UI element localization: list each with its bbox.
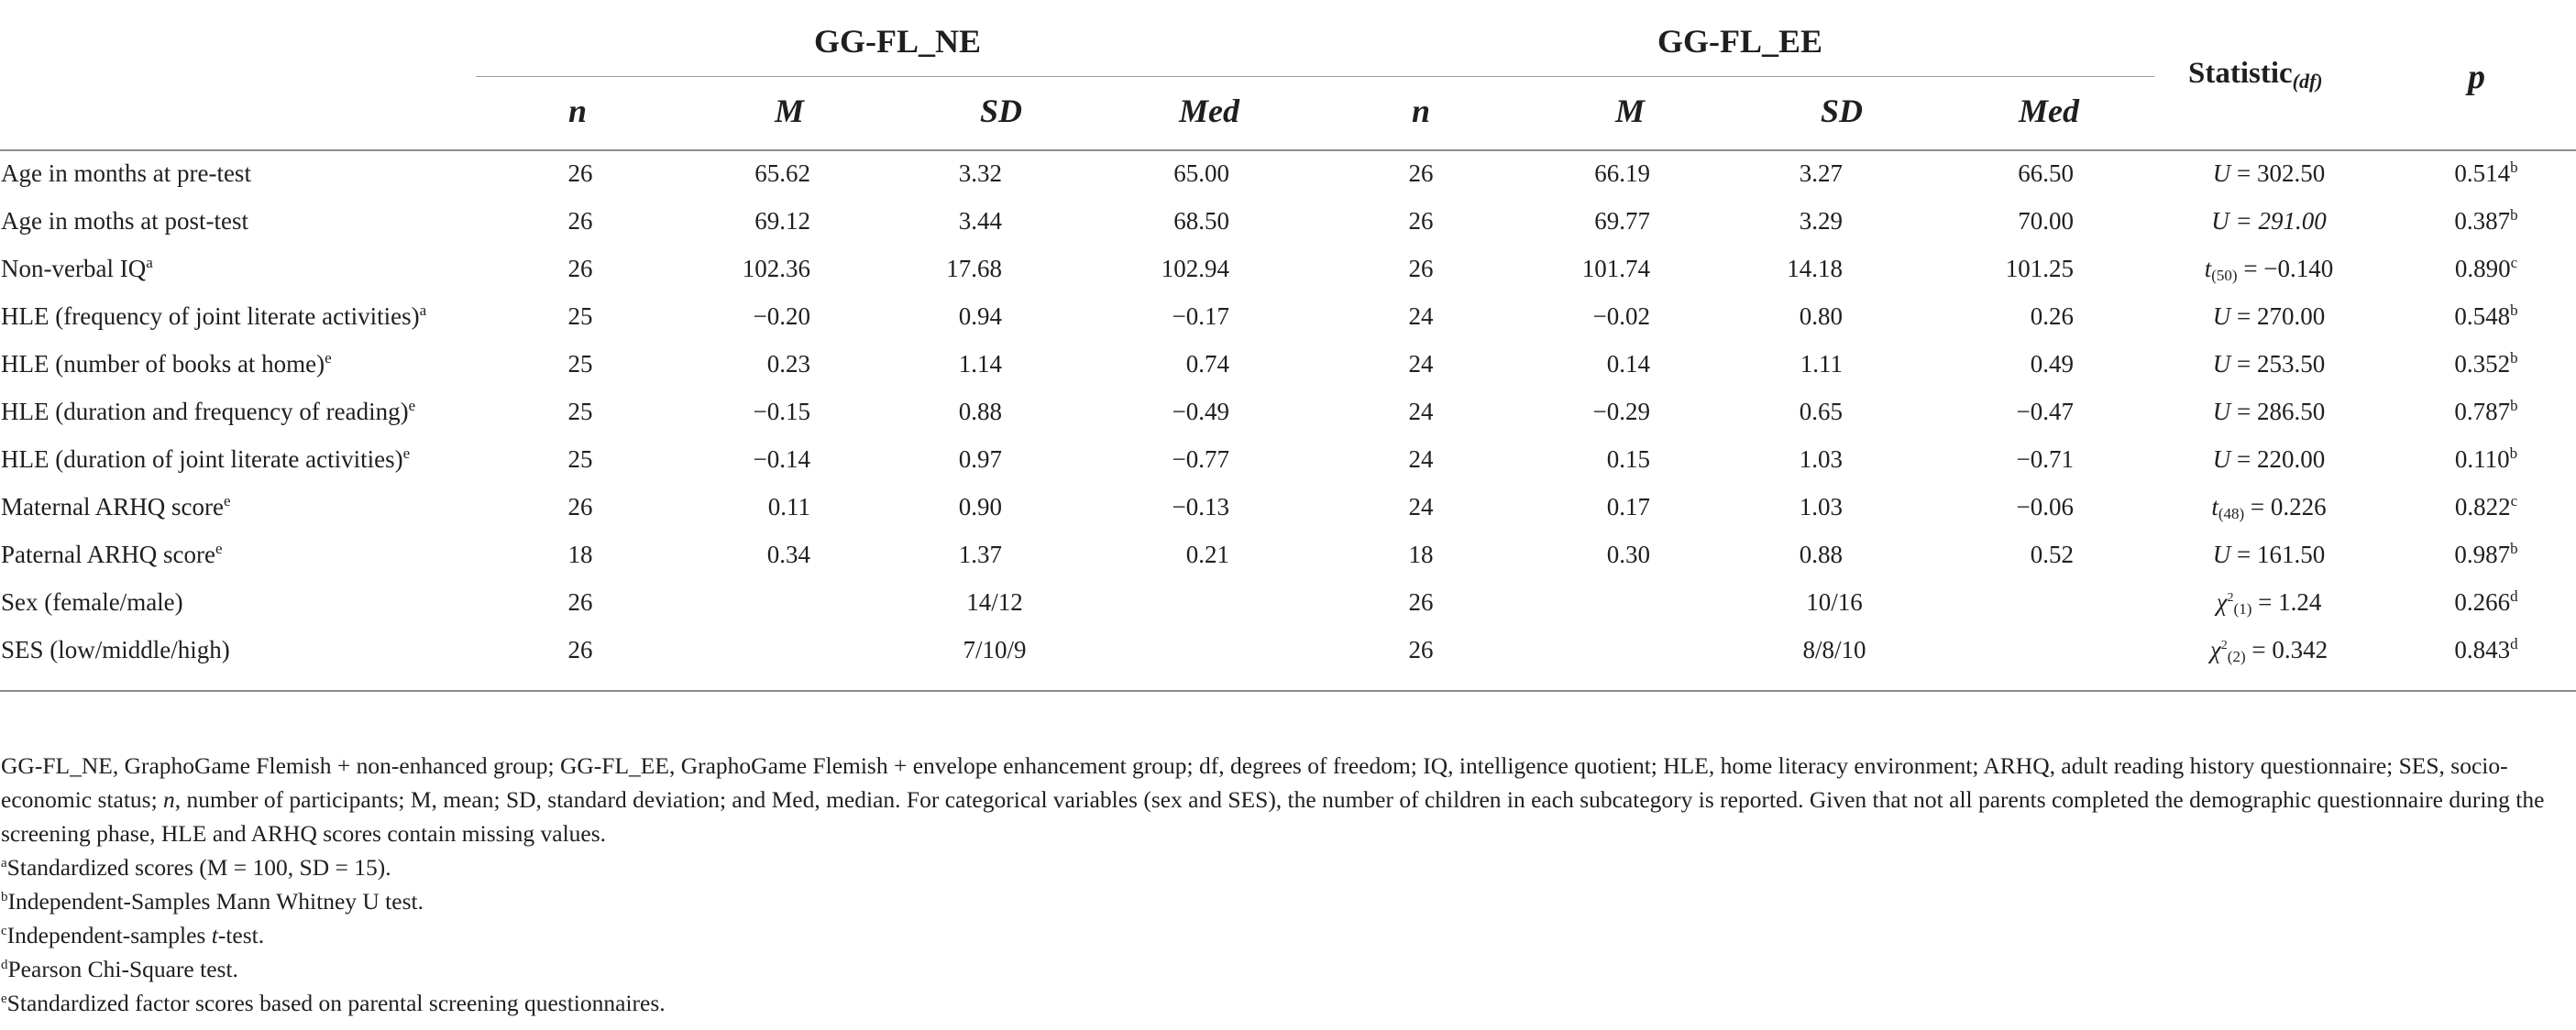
cell-g1-m: −0.15 xyxy=(753,398,810,425)
cell-g1-sd: 1.14 xyxy=(958,350,1002,378)
cell-p-value: 0.890$^c$ xyxy=(2454,254,2518,282)
cell-p-value: 0.514$^b$ xyxy=(2454,159,2518,187)
cell-g2-sd: 3.27 xyxy=(1799,159,1843,187)
cell-g2-m: 0.17 xyxy=(1606,493,1650,520)
cell-g2-n: 26 xyxy=(1408,636,1434,663)
cell-statistic: $t_{(48)} = 0.226$ xyxy=(2211,493,2327,522)
cell-g2-n: 26 xyxy=(1408,588,1434,616)
row-label: HLE (duration and frequency of reading)$^e$ xyxy=(1,397,416,425)
cell-statistic: U = 161.50 xyxy=(2212,541,2326,568)
cell-g1-m: 65.62 xyxy=(754,159,810,187)
cell-g2-med: 0.26 xyxy=(2030,302,2074,330)
footnote-d: $^d$Pearson Chi-Square test. xyxy=(1,956,238,982)
row-label: SES (low/middle/high) xyxy=(1,636,230,663)
cell-g2-n: 24 xyxy=(1408,350,1434,378)
cell-g1-sd: 3.44 xyxy=(958,207,1002,235)
cell-g1-med: 0.74 xyxy=(1185,350,1229,378)
cell-g1-m: 0.34 xyxy=(766,541,810,568)
cell-g1-med: −0.49 xyxy=(1172,398,1229,425)
col-header-g2-med: Med xyxy=(2019,93,2079,129)
cell-g1-n: 26 xyxy=(567,588,593,616)
table-row xyxy=(0,152,2576,200)
cell-statistic: U = 270.00 xyxy=(2212,302,2326,330)
cell-g1-sd: 7/10/9 xyxy=(963,636,1027,663)
cell-p-value: 0.352$^b$ xyxy=(2454,349,2518,378)
cell-g1-m: 0.11 xyxy=(767,493,810,520)
group-title-gg-fl-ee: GG-FL_EE xyxy=(1657,23,1823,60)
table-notes xyxy=(1,749,2572,1020)
col-header-g2-n: n xyxy=(1412,93,1431,129)
table-row xyxy=(0,343,2576,390)
row-label: Age in months at pre-test xyxy=(1,159,251,187)
cell-statistic: U = 302.50 xyxy=(2212,159,2326,187)
cell-g2-sd: 8/8/10 xyxy=(1802,636,1866,663)
cell-g2-med: −0.47 xyxy=(2016,398,2074,425)
cell-g2-m: 0.30 xyxy=(1606,541,1650,568)
table-row xyxy=(0,295,2576,343)
col-header-p: p xyxy=(2468,58,2485,96)
cell-g2-n: 26 xyxy=(1408,159,1434,187)
footnote-b: $^b$Independent-Samples Mann Whitney U test. xyxy=(1,888,424,915)
header-bottom-rule xyxy=(0,149,2576,151)
cell-g1-med: 68.50 xyxy=(1173,207,1229,235)
cell-g1-sd: 17.68 xyxy=(946,255,1002,282)
row-label: HLE (frequency of joint literate activities)$^a$ xyxy=(1,301,427,330)
cell-p-value: 0.822$^c$ xyxy=(2454,492,2518,520)
col-header-g2-m: M xyxy=(1615,93,1646,129)
row-label: Non-verbal $IQ^a$ xyxy=(1,254,153,282)
footnote-e: $^e$Standardized factor scores based on parental screening questionnaires. xyxy=(1,990,666,1016)
row-label: HLE (number of books at home)$^e$ xyxy=(1,349,332,378)
cell-g1-n: 26 xyxy=(567,159,593,187)
cell-g2-med: 0.49 xyxy=(2030,350,2074,378)
cell-p-value: 0.987$^b$ xyxy=(2454,540,2518,568)
cell-g2-med: 66.50 xyxy=(2018,159,2074,187)
cell-g2-med: −0.71 xyxy=(2016,445,2074,473)
cell-statistic: $\chi^2_{(1)} = 1.24$ xyxy=(2216,588,2322,618)
col-header-g1-n: n xyxy=(568,93,588,129)
cell-g1-med: −0.13 xyxy=(1172,493,1229,520)
cell-p-value: 0.387$^b$ xyxy=(2454,206,2518,235)
cell-g1-med: −0.77 xyxy=(1172,445,1229,473)
row-label: Sex (female/male) xyxy=(1,588,183,616)
group-title-gg-fl-ne: GG-FL_NE xyxy=(814,23,982,60)
footnote-a: $^a$Standardized scores (M = 100, SD = 15). xyxy=(1,854,391,881)
cell-g1-m: −0.14 xyxy=(753,445,810,473)
cell-g1-m: 102.36 xyxy=(742,255,810,282)
cell-g2-med: 0.52 xyxy=(2030,541,2074,568)
cell-g2-med: −0.06 xyxy=(2016,493,2074,520)
cell-g1-sd: 14/12 xyxy=(966,588,1023,616)
cell-g1-med: 65.00 xyxy=(1173,159,1229,187)
cell-p-value: 0.266$^d$ xyxy=(2454,587,2518,616)
cell-g1-m: 0.23 xyxy=(766,350,810,378)
cell-p-value: 0.787$^b$ xyxy=(2454,397,2518,425)
cell-g2-n: 24 xyxy=(1408,493,1434,520)
table-row xyxy=(0,390,2576,438)
cell-g1-n: 25 xyxy=(567,445,593,473)
cell-g2-sd: 1.11 xyxy=(1800,350,1843,378)
col-header-g1-m: M xyxy=(775,93,805,129)
cell-g1-med: 102.94 xyxy=(1161,255,1229,282)
notes-abbreviations: GG-FL_NE, GraphoGame Flemish + non-enhanced group; GG-FL_EE, GraphoGame Flemish + envelope enhancement group; df, degrees of freedom; IQ, intelligence quotient; HLE, home literacy environment; ARHQ, adult reading history questionnaire; SES, socio-economic status; n, number of participants; M, mean; SD, standard deviation; and Med, median. For categorical variables (sex and SES), the number of children in each subcategory is reported. Given that not all parents completed the demographic questionnaire during the screening phase, HLE and ARHQ scores contain missing values. xyxy=(1,752,2545,847)
cell-g2-m: 0.14 xyxy=(1606,350,1650,378)
table-row xyxy=(0,533,2576,581)
cell-g2-sd: 0.80 xyxy=(1799,302,1843,330)
cell-g2-m: −0.29 xyxy=(1592,398,1650,425)
cell-g2-m: 66.19 xyxy=(1594,159,1650,187)
cell-g2-med: 70.00 xyxy=(2018,207,2074,235)
cell-g1-med: 0.21 xyxy=(1185,541,1229,568)
table-row xyxy=(0,486,2576,533)
footnote-c: $^c$Independent-samples t-test. xyxy=(1,922,265,948)
cell-g1-n: 25 xyxy=(567,350,593,378)
cell-statistic: $t_{(50)} = -0.140$ xyxy=(2204,255,2334,284)
cell-g1-n: 26 xyxy=(567,493,593,520)
cell-g2-sd: 0.88 xyxy=(1799,541,1843,568)
cell-g1-n: 26 xyxy=(567,636,593,663)
cell-g1-sd: 0.90 xyxy=(958,493,1002,520)
cell-g2-m: 69.77 xyxy=(1594,207,1650,235)
cell-g2-sd: 3.29 xyxy=(1799,207,1843,235)
cell-g1-n: 25 xyxy=(567,398,593,425)
cell-g2-n: 24 xyxy=(1408,445,1434,473)
table-row xyxy=(0,581,2576,629)
cell-g2-sd: 0.65 xyxy=(1799,398,1843,425)
cell-g2-m: 101.74 xyxy=(1581,255,1650,282)
cell-g2-n: 24 xyxy=(1408,398,1434,425)
cell-g1-sd: 1.37 xyxy=(958,541,1002,568)
cell-p-value: 0.843$^d$ xyxy=(2454,635,2518,663)
cell-g2-sd: 1.03 xyxy=(1799,445,1843,473)
cell-statistic: U = 291.00 xyxy=(2211,207,2327,235)
col-header-g1-sd: SD xyxy=(980,93,1023,129)
cell-statistic: U = 286.50 xyxy=(2212,398,2326,425)
cell-g2-sd: 10/16 xyxy=(1806,588,1863,616)
cell-g2-sd: 1.03 xyxy=(1799,493,1843,520)
cell-p-value: 0.548$^b$ xyxy=(2454,301,2518,330)
cell-statistic: U = 220.00 xyxy=(2212,445,2326,473)
row-label: HLE (duration of joint literate activities)$^e$ xyxy=(1,444,411,473)
col-header-statistic: Statistic$_{(df)}$ xyxy=(2188,57,2323,93)
cell-statistic: $\chi^2_{(2)} = 0.342$ xyxy=(2209,636,2328,665)
cell-g1-n: 26 xyxy=(567,207,593,235)
table-row xyxy=(0,438,2576,486)
cell-g1-n: 25 xyxy=(567,302,593,330)
col-header-g2-sd: SD xyxy=(1821,93,1864,129)
cell-g1-sd: 0.94 xyxy=(958,302,1002,330)
cell-g1-sd: 0.97 xyxy=(958,445,1002,473)
table-bottom-rule xyxy=(0,690,2576,692)
row-label: Maternal ARHQ score$^e$ xyxy=(1,492,231,520)
cell-g1-m: −0.20 xyxy=(753,302,810,330)
footnote-list xyxy=(1,850,2572,1020)
table-row xyxy=(0,200,2576,247)
cell-g2-n: 26 xyxy=(1408,207,1434,235)
cell-g2-n: 24 xyxy=(1408,302,1434,330)
cell-g1-m: 69.12 xyxy=(754,207,810,235)
cell-g1-n: 26 xyxy=(567,255,593,282)
table-row xyxy=(0,247,2576,295)
group-underline xyxy=(476,76,2154,77)
table-row xyxy=(0,629,2576,676)
cell-g1-sd: 3.32 xyxy=(958,159,1002,187)
col-header-g1-med: Med xyxy=(1179,93,1239,129)
cell-g2-n: 26 xyxy=(1408,255,1434,282)
cell-g2-sd: 14.18 xyxy=(1787,255,1843,282)
cell-statistic: U = 253.50 xyxy=(2212,350,2326,378)
table-body xyxy=(0,152,2576,676)
cell-p-value: 0.110$^b$ xyxy=(2454,444,2518,473)
cell-g1-sd: 0.88 xyxy=(958,398,1002,425)
cell-g2-m: −0.02 xyxy=(1592,302,1650,330)
cell-g2-med: 101.25 xyxy=(2005,255,2074,282)
row-label: Paternal ARHQ score$^e$ xyxy=(1,540,223,568)
cell-g1-n: 18 xyxy=(567,541,593,568)
row-label: Age in moths at post-test xyxy=(1,207,248,235)
cell-g1-med: −0.17 xyxy=(1172,302,1229,330)
cell-g2-n: 18 xyxy=(1408,541,1434,568)
cell-g2-m: 0.15 xyxy=(1606,445,1650,473)
